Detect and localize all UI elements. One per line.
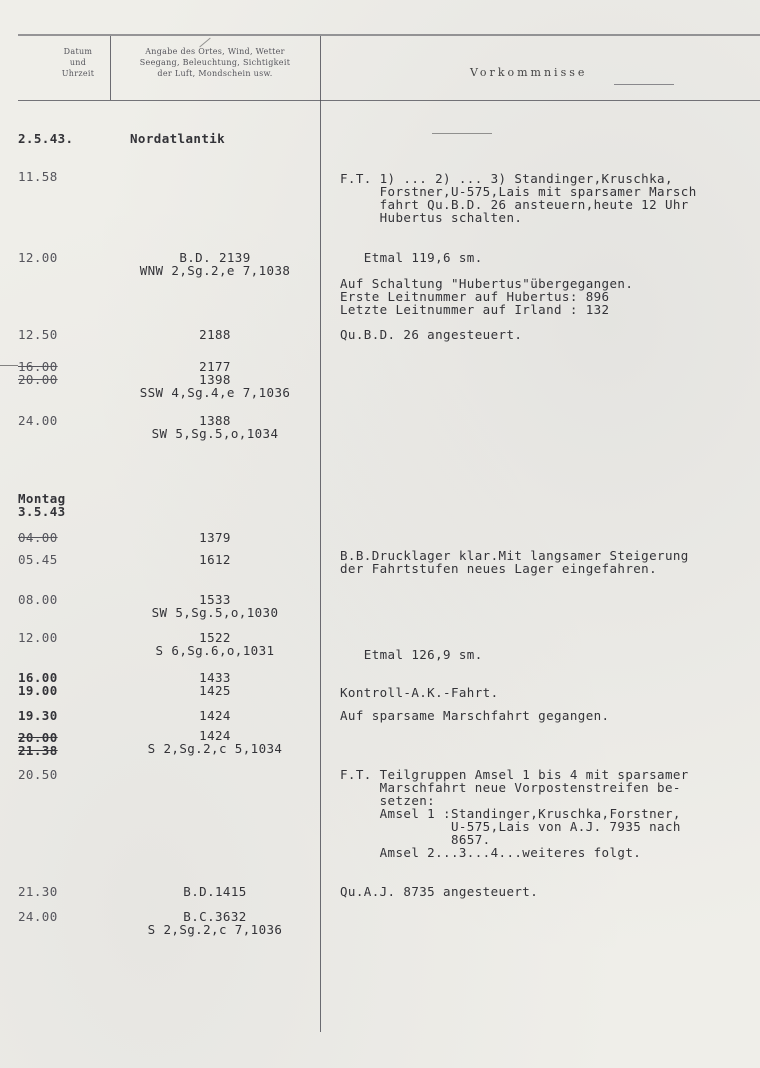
entry-note: Kontroll-A.K.-Fahrt. xyxy=(340,685,499,700)
underline-mark xyxy=(614,84,674,85)
entry-position: 1522 S 6,Sg.6,o,1031 xyxy=(155,630,275,658)
header-col1-line: Uhrzeit xyxy=(61,69,95,78)
header-bottom-rule xyxy=(18,100,760,101)
entry-date: 24.00 xyxy=(18,909,58,924)
entry-position: 1424 xyxy=(199,708,231,723)
entry-date: 24.00 xyxy=(18,413,58,428)
entry-note: Qu.B.D. 26 angesteuert. xyxy=(340,327,523,342)
entry-date: 12.50 xyxy=(18,327,58,342)
entry-position: 1433 1425 xyxy=(199,670,231,698)
entry-note: Etmal 126,9 sm. xyxy=(340,647,483,662)
entry-position: 1388 SW 5,Sg.5,o,1034 xyxy=(151,413,279,441)
entry-note: Auf sparsame Marschfahrt gegangen. xyxy=(340,708,610,723)
entry-position: 2188 xyxy=(199,327,231,342)
header-col2-line: Angabe des Ortes, Wind, Wetter xyxy=(145,47,285,56)
entry-date: 11.58 xyxy=(18,169,58,184)
entry-date: 20.00 21.38 xyxy=(18,730,58,758)
header-col2-line: der Luft, Mondschein usw. xyxy=(157,69,273,78)
entry-date: 19.30 xyxy=(18,708,58,723)
entry-position: 1612 xyxy=(199,552,231,567)
column-divider-2 xyxy=(320,36,321,1032)
header-col1-line: und xyxy=(69,58,87,67)
entry-position: B.D. 2139 WNW 2,Sg.2,e 7,1038 xyxy=(139,250,291,278)
entry-date: 12.00 xyxy=(18,630,58,645)
header-top-rule xyxy=(18,34,760,36)
entry-date: 04.00 xyxy=(18,530,58,545)
entry-date: 05.45 xyxy=(18,552,58,567)
header-col2 xyxy=(112,46,318,79)
pen-stroke xyxy=(0,365,18,366)
entry-date: 08.00 xyxy=(18,592,58,607)
header-col1 xyxy=(50,46,106,79)
entry-note: F.T. Teilgruppen Amsel 1 bis 4 mit sparsamer Marschfahrt neue Vorpostenstreifen be- setzen: Amsel 1 :Standinger,Kruschka,Forstner, U-575,Lais von A.J. 7935 nach 8657. Amsel 2...3...4...weiteres folgt. xyxy=(340,767,689,860)
entry-date: 2.5.43. xyxy=(18,131,74,146)
entry-date: 16.00 19.00 xyxy=(18,670,58,698)
entry-position: 2177 1398 SSW 4,Sg.4,e 7,1036 xyxy=(139,359,291,400)
entry-note: F.T. 1) ... 2) ... 3) Standinger,Kruschka, Forstner,U-575,Lais mit sparsamer Marsch fahrt Qu.B.D. 26 ansteuern,heute 12 Uhr Hubertus schalten. xyxy=(340,171,697,225)
entry-note: Etmal 119,6 sm. Auf Schaltung "Hubertus"übergegangen. Erste Leitnummer auf Hubertus: 896 Letzte Leitnummer auf Irland : 132 xyxy=(340,250,634,317)
entry-position: B.D.1415 xyxy=(183,884,247,899)
entry-date: 20.50 xyxy=(18,767,58,782)
entry-position: 1424 S 2,Sg.2,c 5,1034 xyxy=(147,728,283,756)
pen-stroke xyxy=(432,133,492,134)
entry-date: 21.30 xyxy=(18,884,58,899)
entry-position: Nordatlantik xyxy=(130,131,226,146)
entry-note: B.B.Drucklager klar.Mit langsamer Steigerung der Fahrtstufen neues Lager eingefahren. xyxy=(340,548,689,576)
entry-note: Qu.A.J. 8735 angesteuert. xyxy=(340,884,539,899)
header-col1-line: Datum xyxy=(63,47,93,56)
entry-date: 16.00 20.00 xyxy=(18,359,58,387)
entry-position: B.C.3632 S 2,Sg.2,c 7,1036 xyxy=(147,909,283,937)
column-divider-1 xyxy=(110,36,111,100)
entry-date: Montag 3.5.43 xyxy=(18,491,66,519)
entry-date: 12.00 xyxy=(18,250,58,265)
entry-position: 1379 xyxy=(199,530,231,545)
header-col3: Vorkommnisse xyxy=(470,66,588,79)
header-col2-line: Seegang, Beleuchtung, Sichtigkeit xyxy=(139,58,291,67)
entry-position: 1533 SW 5,Sg.5,o,1030 xyxy=(151,592,279,620)
